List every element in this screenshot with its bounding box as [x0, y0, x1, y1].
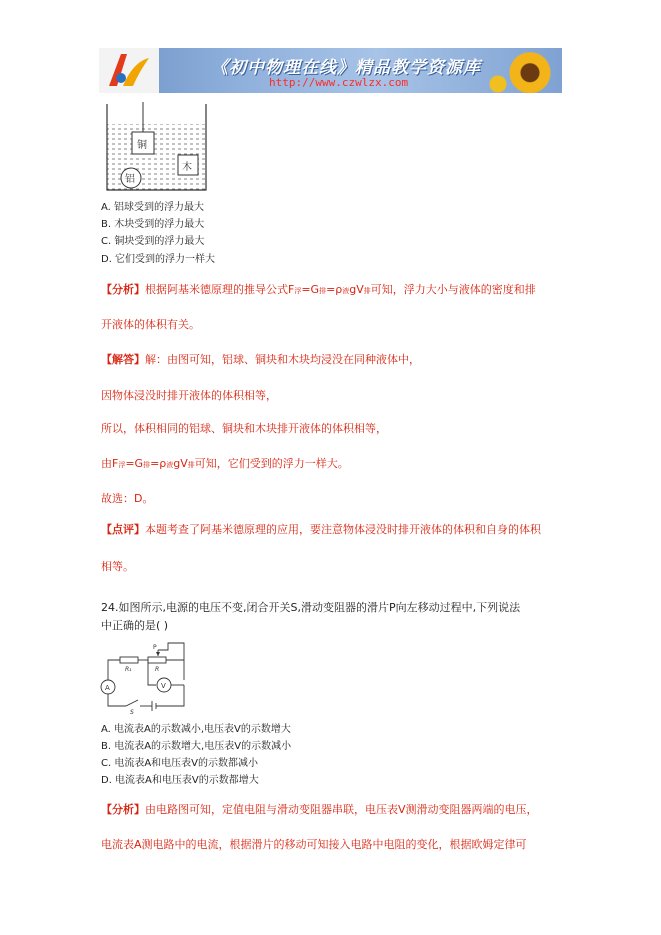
q24-stem-line1: 24.如图所示,电源的电压不变,闭合开关S,滑动变阻器的滑片P向左移动过程中,下列说法: [101, 601, 521, 614]
banner-url: http://www.czwlzx.com: [269, 76, 409, 89]
wood-label: 木: [182, 162, 192, 173]
q24-option-a: A. 电流表A的示数减小,电压表V的示数增大: [101, 724, 291, 735]
q24-option-b: B. 电流表A的示数增大,电压表V的示数减小: [101, 741, 292, 752]
q23-solution-line4: 由F浮=G排=ρ液gV排可知，它们受到的浮力一样大。: [101, 457, 349, 470]
switch-label: S: [130, 709, 134, 715]
q24-option-c: C. 电流表A和电压表V的示数都减小: [101, 758, 259, 769]
q23-solution-line1: 【解答】解：由图可知，铝球、铜块和木块均浸没在同种液体中，: [101, 353, 420, 366]
buoyancy-figure: [100, 102, 210, 192]
resistor-r1: [120, 657, 138, 663]
q23-option-d: D. 它们受到的浮力一样大: [101, 254, 216, 265]
q23-comment-line2: 相等。: [101, 560, 134, 573]
rheostat-r: [148, 657, 166, 663]
r-label: R: [155, 666, 160, 673]
solution-tag: 【解答】: [101, 353, 145, 366]
copper-label: 铜: [137, 140, 147, 151]
q23-analysis-line1: 【分析】根据阿基米德原理的推导公式F浮=G排=ρ液gV排可知，浮力大小与液体的密度和排: [101, 283, 536, 296]
slider-label: P: [153, 644, 157, 651]
voltmeter-label: V: [161, 682, 166, 690]
q23-analysis-line2: 开液体的体积有关。: [101, 318, 200, 331]
comment-tag: 【点评】: [101, 523, 145, 536]
site-logo: [99, 48, 159, 93]
q24-analysis-tag: 【分析】: [101, 803, 145, 816]
sunflower-decoration-icon: [482, 48, 562, 93]
q23-solution-line2: 因物体浸没时排开液体的体积相等，: [101, 389, 277, 402]
r1-label: R₁: [125, 666, 132, 673]
banner-title: 《初中物理在线》精品教学资源库: [211, 58, 481, 78]
q24-option-d: D. 电流表A和电压表V的示数都增大: [101, 775, 259, 786]
q24-stem-line2: 中正确的是( ): [101, 619, 169, 632]
analysis-tag: 【分析】: [101, 283, 145, 296]
circuit-figure: [100, 640, 195, 715]
ammeter-label: A: [105, 684, 110, 692]
q23-option-c: C. 铜块受到的浮力最大: [101, 236, 205, 247]
q24-analysis-line2: 电流表A测电路中的电流，根据滑片的移动可知接入电路中电阻的变化，根据欧姆定律可: [101, 838, 527, 851]
aluminum-label: 铝: [125, 174, 135, 185]
q23-option-b: B. 木块受到的浮力最大: [101, 219, 205, 230]
q23-solution-line3: 所以，体积相同的铝球、铜块和木块排开液体的体积相等，: [101, 422, 387, 435]
header-banner: [99, 48, 562, 93]
q23-option-a: A. 铝球受到的浮力最大: [101, 202, 205, 213]
q23-answer: 故选：D。: [101, 492, 154, 505]
q24-analysis-line1: 【分析】由电路图可知，定值电阻与滑动变阻器串联，电压表V测滑动变阻器两端的电压，: [101, 803, 538, 816]
q23-comment-line1: 【点评】本题考查了阿基米德原理的应用，要注意物体浸没时排开液体的体积和自身的体积: [101, 523, 541, 536]
